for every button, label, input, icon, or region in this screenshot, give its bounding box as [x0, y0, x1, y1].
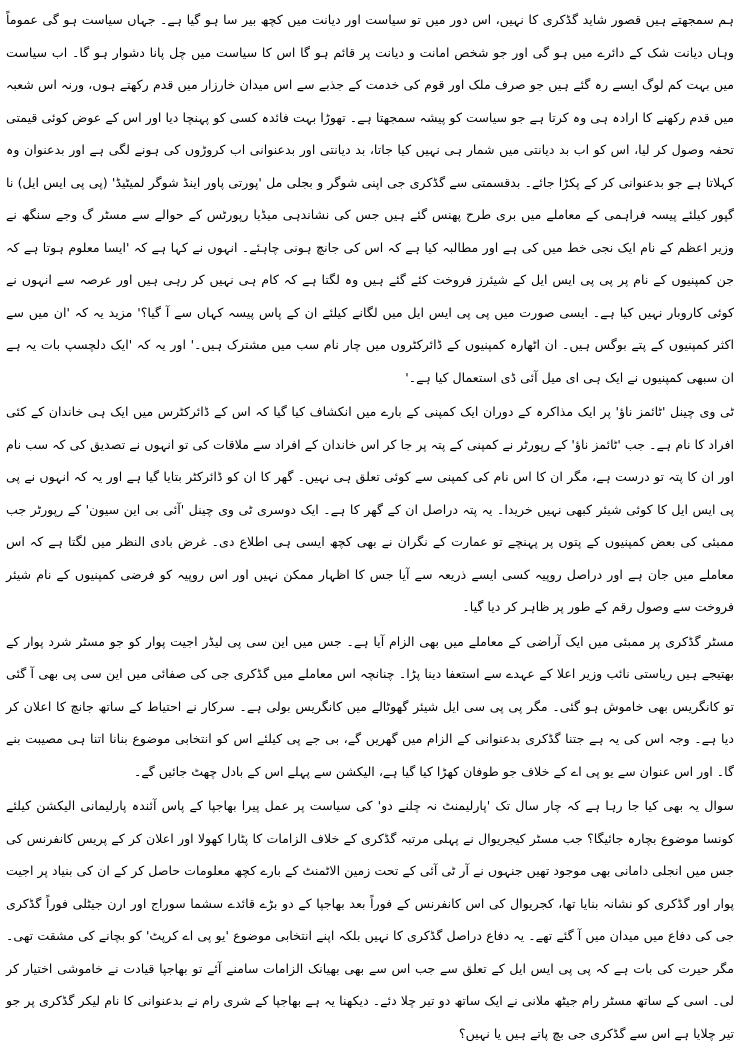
article-paragraph-1: ہم سمجھتے ہیں قصور شاید گڈکری کا نہیں، اس دور میں تو سیاست اور دیانت میں کچھ بیر سا ہو گیا ہے۔ جہاں سیاست ہو گی عموماً وہاں دیانت شک کے دائرے میں ہو گی اور جو شخص امانت و دیانت پر قائم ہو گا اس کا سیاست میں چل پانا دشوار ہو گا۔ اب سیاست میں بہت کم لوگ ایسے رہ گئے ہیں جو صرف ملک اور قوم کی خدمت کے جذبے سے اس میدان خارزار میں قدم رکھتے ہوں، ورنہ اس شعبہ میں قدم رکھنے کا ارادہ ہی وہ کرتا ہے جو سیاست کو پیشہ سمجھتا ہے۔ تھوڑا بہت فائدہ کسی کو پہنچا دیا اور اس کے عوض کوئی قیمتی تحفہ وصول کر لیا، اس کو اب بد دیانتی میں شمار ہی نہیں کیا جاتا، بد دیانتی اور بدعنوانی اب کروڑوں کی ہونے لگی ہے اور بدعنوان وہ کہلاتا ہے جو بدعنوانی کر کے پکڑا جائے۔ بدقسمتی سے گڈکری جی اپنی شوگر و بجلی مل 'پورتی پاور اینڈ شوگر لمیٹیڈ' (پی پی ایس ایل) نا گپور کیلئے پیسہ فراہمی کے معاملے میں بری طرح پھنس گئے ہیں جس کی نشاندہی میڈیا رپورٹس کے حوالے سے مسٹر گ وجے سنگھ نے وزیر اعظم کے نام ایک نجی خط میں کی ہے اور مطالبہ کیا ہے کہ اس کی جانچ ہونی چاہئے۔ انہوں نے کہا ہے کہ 'ایسا معلوم ہوتا ہے کہ جن کمپنیوں کے نام پر پی پی ایس ایل کے شیئرز فروخت کئے گئے ہیں وہ لگتا ہے کہ کام ہی نہیں کر رہی ہیں اور عرصہ سے انہوں نے کوئی کاروبار نہیں کیا ہے۔ ایسی صورت میں پی پی ایس ایل میں لگانے کیلئے ان کے پاس پیسہ کہاں سے آ گیا؟' مزید یہ کہ 'ان میں سے اکثر کمپنیوں کے پتے بوگس ہیں۔ ان اٹھارہ کمپنیوں کے ڈائرکٹروں میں چار نام سب میں مشترک ہیں۔' اور یہ کہ 'ایک دلچسپ بات یہ ہے ان سبھی کمپنیوں نے ایک ہی ای میل آئی ڈی استعمال کیا ہے۔'	[6, 12, 734, 385]
article-paragraph-3: مسٹر گڈکری پر ممبئی میں ایک آراضی کے معاملے میں بھی الزام آیا ہے۔ جس میں این سی پی لیڈر اجیت پوار کو جو مسٹر شرد پوار کے بھتیجے ہیں ریاستی نائب وزیر اعلا کے عہدے سے استعفا دینا پڑا۔ چنانچہ اس معاملے میں گڈکری جی کی صفائی میں این سی پی بھی آ گئی تو کانگریس بھی خاموش ہو گئی۔ مگر پی پی سی ایل شیئر گھوٹالے میں کانگریس بولی ہے۔ سرکار نے احتیاط کے ساتھ جانچ کا اعلان کر دیا ہے۔ وجہ اس کی یہ ہے جتنا گڈکری بدعنوانی کے الزام میں گھریں گے، بی جے پی کیلئے اس کو انتخابی موضوع بنانا اتنا ہی مصیبت بنے گا۔ اور اس عنوان سے یو پی اے کے خلاف جو طوفان کھڑا کیا گیا ہے، الیکشن سے پہلے اس کے بادل چھٹ جائیں گے۔	[6, 633, 734, 779]
article-paragraph-4: سوال یہ بھی کیا جا رہا ہے کہ چار سال تک 'پارلیمنٹ نہ چلنے دو' کی سیاست پر عمل پیرا بھاجپا کے پاس آئندہ پارلیمانی الیکشن کیلئے کونسا موضوع بچارہ جائیگا؟ جب مسٹر کیجریوال نے پہلی مرتبہ گڈکری کے خلاف الزامات کا پٹارا کھولا اور اعلان کر کے پریس کانفرنس کی جس میں انجلی دامانی بھی موجود تھیں جنہوں نے آر ٹی آئی کے تحت زمین الاٹمنٹ کے بارے کچھ معلومات حاصل کر کے ان کی بنیاد پر اجیت پوار اور گڈکری کو نشانہ بنایا تھا، کجریوال کی اس کانفرنس کے فوراً بعد بھاجپا کے دو بڑے قائدے سشما سوراج اور ارن جیٹلی فوراً گڈکری جی کی دفاع میں میدان میں آ گئے تھے۔ یہ دفاع دراصل گڈکری کا نہیں بلکہ اپنے انتخابی موضوع 'یو پی اے کرپٹ' کو بچانے کی مشقت تھی۔ مگر حیرت کی بات ہے کہ پی پی ایس ایل کے تعلق سے جب اس سے بھی بھیانک الزامات سامنے آئے تو بھاجپا قیادت نے خاموشی اختیار کر لی۔ اسی کے ساتھ مسٹر رام جیٹھ ملانی نے ایک ساتھ دو تیر چلا دئے۔ دیکھنا یہ ہے بھاجپا کے شری رام نے بدعنوانی کا نام لیکر گڈکری پر جو تیر چلایا ہے اس سے گڈکری جی بچ پاتے ہیں یا نہیں؟	[6, 798, 734, 1041]
article-paragraph-2: ٹی وی چینل 'ٹائمز ناؤ' پر ایک مذاکرہ کے دوران ایک کمپنی کے بارے میں انکشاف کیا گیا کہ اس کے ڈائرکٹرس میں ایک ہی خاندان کے کئی افراد کا نام ہے۔ جب 'ٹائمز ناؤ' کے رپورٹر نے کمپنی کے پتہ پر جا کر اس خاندان کے افراد سے ملاقات کی تو انہوں نے تصدیق کی کہ سب نام اور ان کا پتہ تو درست ہے، مگر ان کا اس نام کی کمپنی سے کوئی تعلق ہی نہیں۔ گھر کا ان کو ڈائرکٹر بتایا گیا ہے اور یہ کہ انہوں نے پی پی ایس ایل کا کوئی شیئر کبھی نہیں خریدا۔ یہ پتہ دراصل ان کے گھر کا ہے۔ ایک دوسری ٹی وی چینل 'آئی بی این سیون' کے رپورٹر جب ممبئی کی بعض کمپنیوں کے پتوں پر پہنچے تو عمارت کے نگران نے بھی کچھ ایسی ہی اطلاع دی۔ غرض بادی النظر میں لگتا ہے کہ اس معاملے میں جان ہے اور دراصل روپیہ کسی ایسے ذریعہ سے آیا جس کا اظہار ممکن نہیں اور اس روپیہ کو فرضی کمپنیوں کے نام شیئر فروخت سے وصول رقم کے طور پر ظاہر کر دیا گیا۔	[6, 404, 734, 614]
